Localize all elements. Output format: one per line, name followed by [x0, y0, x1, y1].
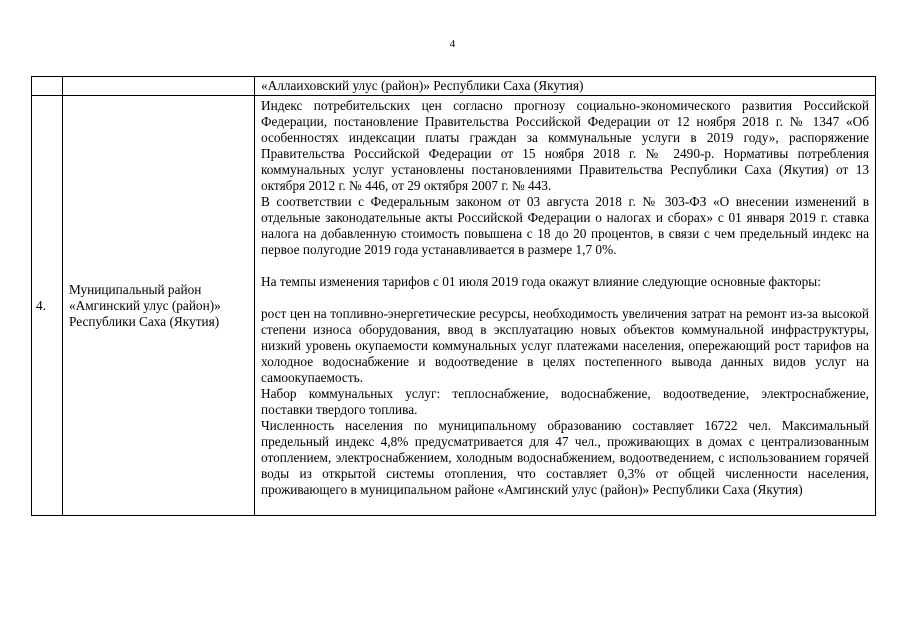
municipality-line-2: «Амгинский улус (район)»: [69, 297, 221, 313]
tariff-table: [31, 76, 876, 516]
description-cell: [255, 96, 876, 516]
continuation-cell: [255, 77, 876, 96]
municipality-line-1: Муниципальный район: [69, 281, 202, 297]
municipality-cell: [63, 96, 255, 516]
municipality-name: [63, 282, 254, 330]
paragraph-vat-change: В соответствии с Федеральным законом от 03 августа 2018 г. № 303-ФЗ «О внесении изменений в отдельные законодательные акты Российской Федерации о налогах и сборах» с 01 января 2019 г. ставка налога на добавленную стоимость повышена с 18 до 20 процентов, в связи с чем предельный индекс на первое полугодие 2019 года устанавливается в размере 1,7 0%.: [261, 194, 869, 257]
page-number: 4: [449, 38, 456, 50]
continuation-text: «Аллаиховский улус (район)» Республики Саха (Якутия): [261, 78, 584, 93]
paragraph-factors-intro: На темпы изменения тарифов с 01 июля 2019 года окажут влияние следующие основные факторы:: [261, 274, 821, 289]
municipality-cell-empty: [63, 77, 255, 96]
table-row-continuation: [32, 77, 876, 96]
paragraph-population: Численность населения по муниципальному образованию составляет 16722 чел. Максимальный предельный индекс 4,8% предусматривается для 47 чел., проживающих в домах с централизованным отоплением, электроснабжением, холодным водоснабжением, водоотведением, с использованием горячей воды из открытой системы отопления, что составляет 0,3% от общей численности населения, проживающего в муниципальном районе «Амгинский улус (район)» Республики Саха (Якутия): [261, 418, 869, 497]
paragraph-cpi-basis: Индекс потребительских цен согласно прогнозу социально-экономического развития Российской Федерации, постановление Правительства Российской Федерации от 12 ноября 2018 г. № 1347 «Об особенностях индексации платы граждан за коммунальные услуги в 2019 году», распоряжение Правительства Российской Федерации от 15 ноября 2018 г. № 2490-р. Нормативы потребления коммунальных услуг установлены постановлениями Правительства Республики Саха (Якутия) от 13 октября 2012 г. № 446, от 29 октября 2007 г. № 443.: [261, 98, 869, 193]
row-number: 4.: [36, 297, 46, 313]
number-cell-empty: [32, 77, 63, 96]
paragraph-factors-list: рост цен на топливно-энергетические ресурсы, необходимость увеличения затрат на ремонт из-за высокой степени износа оборудования, ввод в эксплуатацию новых объектов коммунальной инфраструктуры, низкий уровень окупаемости коммунальных услуг платежами населения, опережающий рост тарифов на холодное водоснабжение и водоотведение в целях постепенного вывода данных видов услуг на самоокупаемость.: [261, 306, 869, 385]
row-number-cell: [32, 96, 63, 516]
paragraph-services-set: Набор коммунальных услуг: теплоснабжение, водоснабжение, водоотведение, электроснабжение, поставки твердого топлива.: [261, 386, 869, 417]
table-row: [32, 96, 876, 516]
municipality-line-3: Республики Саха (Якутия): [69, 313, 220, 329]
